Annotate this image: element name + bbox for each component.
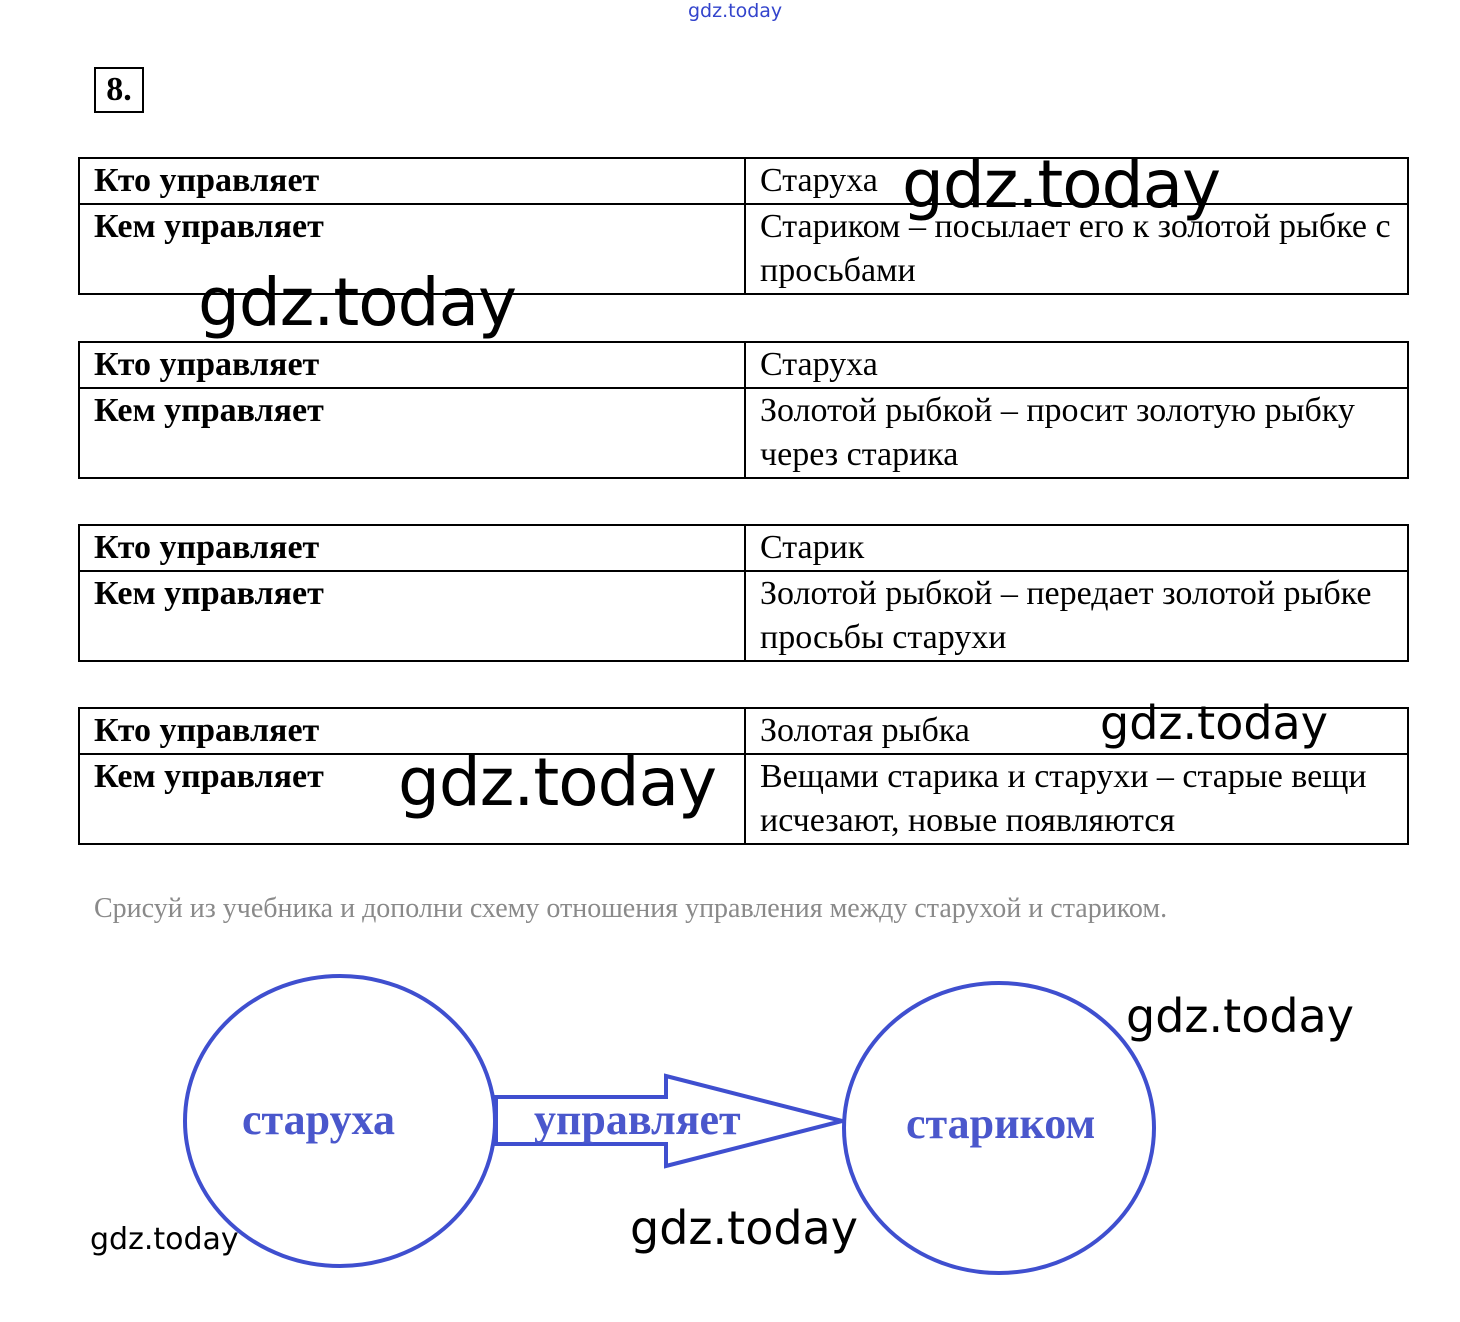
who-controls-value: Золотая рыбка xyxy=(745,708,1408,754)
whom-controls-value: Золотой рыбкой – передает золотой рыбке просьбы старухи xyxy=(745,571,1408,661)
who-controls-label: Кто управляет xyxy=(79,158,745,204)
whom-controls-value: Золотой рыбкой – просит золотую рыбку через старика xyxy=(745,388,1408,478)
whom-controls-label: Кем управляет xyxy=(79,754,745,844)
left-node-label: старуха xyxy=(242,1095,395,1144)
watermark: gdz.today xyxy=(630,1201,858,1255)
instruction-text: Срисуй из учебника и дополни схему отношения управления между старухой и стариком. xyxy=(94,893,1168,924)
right-node-label: стариком xyxy=(906,1099,1096,1148)
watermark: gdz.today xyxy=(1126,989,1354,1043)
watermark-top: gdz.today xyxy=(688,0,783,22)
watermark: gdz.today xyxy=(198,264,517,341)
watermark: gdz.today xyxy=(398,744,717,821)
who-controls-label: Кто управляет xyxy=(79,525,745,571)
who-controls-value: Старик xyxy=(745,525,1408,571)
task-number: 8. xyxy=(94,67,144,113)
who-controls-label: Кто управляет xyxy=(79,708,745,754)
whom-controls-label: Кем управляет xyxy=(79,204,745,294)
whom-controls-label: Кем управляет xyxy=(79,571,745,661)
table-2 xyxy=(78,341,1409,479)
whom-controls-label: Кем управляет xyxy=(79,388,745,478)
whom-controls-value: Стариком – посылает его к золотой рыбке с просьбами xyxy=(745,204,1408,294)
watermark: gdz.today xyxy=(902,146,1221,223)
who-controls-label: Кто управляет xyxy=(79,342,745,388)
watermark: gdz.today xyxy=(1100,696,1328,750)
arrow-label: управляет xyxy=(534,1095,741,1144)
table-3 xyxy=(78,524,1409,662)
who-controls-value: Старуха xyxy=(745,158,1408,204)
who-controls-value: Старуха xyxy=(745,342,1408,388)
watermark: gdz.today xyxy=(90,1222,239,1257)
whom-controls-value: Вещами старика и старухи – старые вещи исчезают, новые появляются xyxy=(745,754,1408,844)
